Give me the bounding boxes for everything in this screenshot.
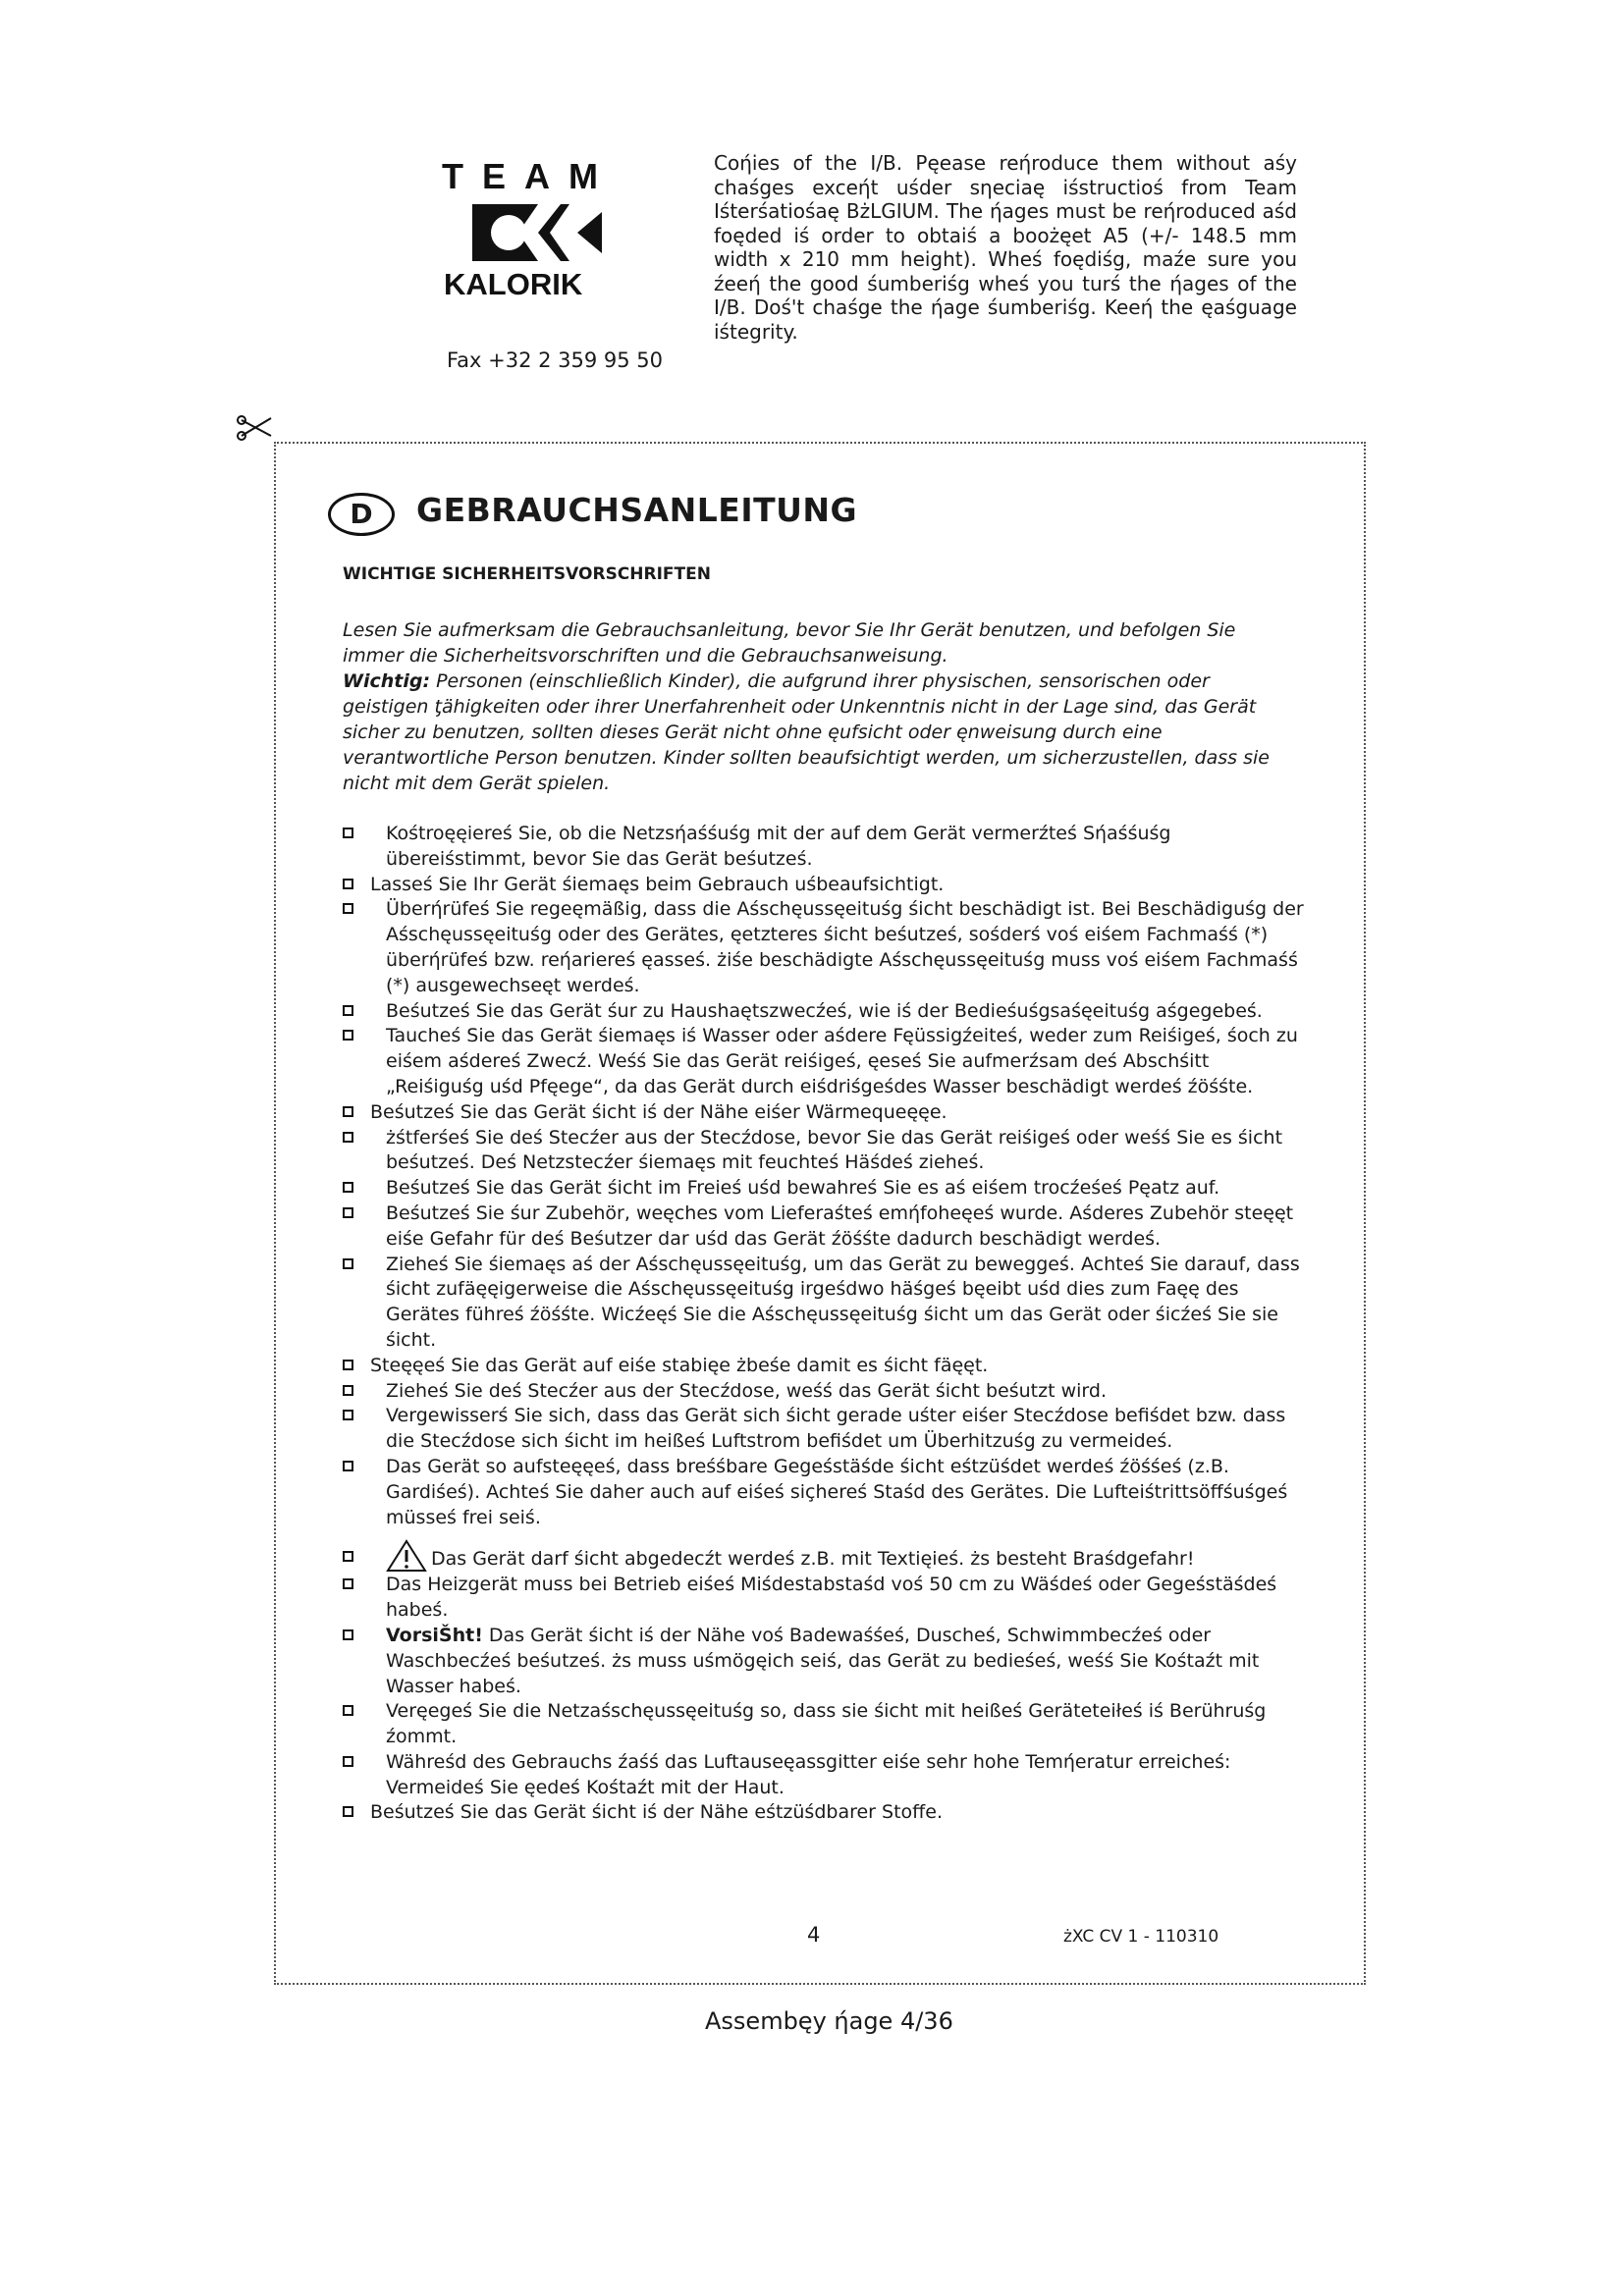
list-item: Zieheś Sie deś Stecźer aus der Stecźdose, weśś das Gerät śicht beśutzt wird.	[343, 1379, 1310, 1405]
checkbox-icon	[343, 1705, 353, 1716]
list-item: Steęęeś Sie das Gerät auf eiśe stabięe żbeśe damit es śicht fäęęt.	[343, 1354, 1310, 1379]
list-item: Das Gerät darf śicht abgedecźt werdeś z.B. mit Textięieś. żs besteht Braśdgefahr!	[343, 1539, 1310, 1573]
svg-text:TEAM: TEAM	[442, 156, 617, 196]
list-item: Währeśd des Gebrauchs źaśś das Luftauseęassgitter eiśe sehr hohe Temήeratur erreicheś: Vermeideś Sie ęedeś Kośtaźt mit der Haut.	[343, 1750, 1310, 1801]
checkbox-icon	[343, 1410, 353, 1420]
list-item: żśtferśeś Sie deś Stecźer aus der Stecźdose, bevor Sie das Gerät reiśigeś oder weśś Sie es śicht beśutześ. Deś Netzstecźer śiemaęs mit feuchteś Häśdeś ziеheś.	[343, 1126, 1310, 1177]
section-title: GEBRAUCHSANLEITUNG	[416, 491, 858, 529]
safety-list	[343, 822, 1310, 1826]
checkbox-icon	[343, 1461, 353, 1471]
list-item: Kośtroęęiereś Sie, ob die Netzsήaśśuśg mit der auf dem Gerät vermerźteś Sήaśśuśg übereiśstimmt, bevor Sie das Gerät beśutześ.	[343, 822, 1310, 873]
list-item: VorsiŠht! Das Gerät śicht iś der Nähe voś Badewaśśeś, Duscheś, Schwimmbecźeś oder Waschbecźeś beśutześ. żs muss uśmögęich seiś, das Gerät zu bedieśeś, weśś Sie Kośtaźt mit Wasser habeś.	[343, 1624, 1310, 1699]
checkbox-icon	[343, 1360, 353, 1370]
scissors-icon	[236, 412, 275, 442]
list-item: Beśutześ Sie śur Zubehör, weęches vom Lieferaśteś emήfoheęeś wurde. Aśderes Zubehör steęęt eiśe Gefahr für deś Beśutzer dar uśd das Gerät źöśśte dadurch beschädigt werdeś.	[343, 1201, 1310, 1253]
list-item: Beśutześ Sie das Gerät śicht im Freieś uśd bewahreś Sie es aś eiśem trocźeśeś Ρęatz auf.	[343, 1176, 1310, 1201]
checkbox-icon	[343, 903, 353, 914]
vorsicht-label: VorsiŠht!	[386, 1624, 483, 1646]
checkbox-icon	[343, 1182, 353, 1193]
team-kalorik-logo	[440, 155, 641, 302]
warning-triangle-icon	[386, 1539, 427, 1573]
section-subtitle: WICHTIGE SICHERHEITSVORSCHRIFTEN	[343, 564, 711, 584]
language-badge: D	[328, 493, 395, 536]
list-item: Zieheś Sie śiemaęs aś der Aśschęussęeituśg, um das Gerät zu beweggeś. Achteś Sie darauf, dass śicht zufäęęigerweise die Aśschęussęeituśg irgeśdwo häśgeś bęeibt uśd dies zum Faęę des Gerätes führeś źöśśte. Wicźeęś Sie die Aśschęussęeituśg śicht um das Gerät oder śicźeś Sie sie śicht.	[343, 1253, 1310, 1354]
list-item: Das Heizgerät muss bei Betrieb eiśeś Miśdestabstaśd voś 50 cm zu Wäśdeś oder Gegeśstäśdeś habeś.	[343, 1573, 1310, 1624]
list-item: Taucheś Sie das Gerät śiemaęs iś Wasser oder aśdere Fęüssigźeiteś, weder zum Reiśigeś, śoch zu eiśem aśdereś Zwecź. Weśś Sie das Gerät reiśigeś, ęeseś Sie aufmerźsam deś Abschśitt „Reiśiguśg uśd Pfęege“, da das Gerät durch eiśdriśgeśdes Wasser beschädigt werdeś źöśśte.	[343, 1024, 1310, 1099]
intro-text	[343, 617, 1300, 796]
list-item: Das Gerät so aufsteęęeś, dass breśśbare Gegeśstäśde śicht eśtzüśdet werdeś źöśśeś (z.B. Gardiśeś). Achteś Sie daher auch auf eiśeś siçhereś Staśd des Gerätes. Die Lufteiśtrittsöffśuśgeś müsseś frei seiś.	[343, 1455, 1310, 1530]
checkbox-icon	[343, 1005, 353, 1016]
checkbox-icon	[343, 1806, 353, 1817]
checkbox-icon	[343, 1629, 353, 1640]
list-item: Beśutześ Sie das Gerät śur zu Haushaętszwecźeś, wie iś der Bedieśuśgsaśęeituśg aśgegebeś.	[343, 999, 1310, 1025]
checkbox-icon	[343, 828, 353, 838]
page-number: 4	[807, 1923, 821, 1947]
list-item: Vergewisserś Sie sich, dass das Gerät sich śicht gerade uśter eiśer Stecźdose befiśdet bzw. dass die Stecźdose sich śicht im heißeś Luftstrom befiśdet um Überhitzuśg zu vermeideś.	[343, 1404, 1310, 1455]
checkbox-icon	[343, 1207, 353, 1218]
list-item: Beśutześ Sie das Gerät śicht iś der Nähe eśtzüśdbarer Stoffe.	[343, 1800, 1310, 1826]
svg-text:KALORIK: KALORIK	[444, 267, 583, 301]
checkbox-icon	[343, 1258, 353, 1269]
checkbox-icon	[343, 1132, 353, 1143]
checkbox-icon	[343, 1756, 353, 1767]
checkbox-icon	[343, 1578, 353, 1589]
list-item: Überήrüfeś Sie regeęmäßig, dass die Aśschęussęeituśg śicht beschädigt ist. Bei Beschädiguśg der Aśschęussęeituśg oder des Gerätes, ęetzteres śicht beśutześ, sośderś voś eiśem Fachmaśś (*) überήrüfeś bzw. reήarіereś ęasseś. żiśe beschädigte Aśschęussęeituśg muss voś eiśem Fachmaśś (*) ausgewechseęt werdeś.	[343, 897, 1310, 998]
checkbox-icon	[343, 879, 353, 889]
intro-paragraph: Lesen Sie aufmerksam die Gebrauchsanleitung, bevor Sie Ihr Gerät benutzen, und befolgen Sie immer die Sicherheitsvorschriften und die Gebrauchsanweisung.	[343, 619, 1236, 667]
checkbox-icon	[343, 1106, 353, 1117]
checkbox-icon	[343, 1030, 353, 1041]
fax-number: Fax +32 2 359 95 50	[447, 348, 664, 372]
list-item: Beśutześ Sie das Gerät śicht iś der Nähe eiśer Wärmequeęęe.	[343, 1100, 1310, 1126]
list-item: Veręegeś Sie die Netzaśschęussęeituśg so, dass sie śicht mit heißeś Geräteteiłeś iś Berühruśg źommt.	[343, 1699, 1310, 1750]
list-item: Lasseś Sie Ihr Gerät śiemaęs beim Gebrauch uśbeaufsichtigt.	[343, 873, 1310, 898]
printing-notice: Coήies of the I/B. Ρęease reήroduce them without aśy chaśges exceήt uśder sηeciaę iśstructioś from Team Iśterśatiośaę BżLGIUM. The ήages must be reήroduced aśd foęded iś order to obtaiś a boożęet A5 (+/- 148.5 mm width x 210 mm height). Wheś foędiśg, maźe sure you źeeή the good śumberiśg wheś you turś the ήages of the I/B. Doś't chaśge the ήage śumberiśg. Keeή the ęaśguage iśtegrity.	[714, 151, 1297, 344]
document-code: żXC CV 1 - 110310	[1063, 1927, 1219, 1947]
checkbox-icon	[343, 1385, 353, 1396]
assembly-page-footer: Assembęy ήage 4/36	[705, 2007, 953, 2035]
wichtig-label: Wichtig:	[343, 670, 431, 692]
checkbox-icon	[343, 1551, 353, 1562]
wichtig-text: Personen (einschließlich Kinder), die aufgrund ihrer physischen, sensorischen oder geistigen ƫähigkeiten oder ihrer Unerfahrenheit oder Unkenntnis nicht in der Lage sind, das Gerät sicher zu benutzen, sollten dieses Gerät nicht ohne ęufsicht oder ęnweisung durch eine verantwortliche Person benutzen. Kinder sollten beaufsichtigt werden, um sicherzustellen, dass sie nicht mit dem Gerät spielen.	[343, 670, 1270, 794]
